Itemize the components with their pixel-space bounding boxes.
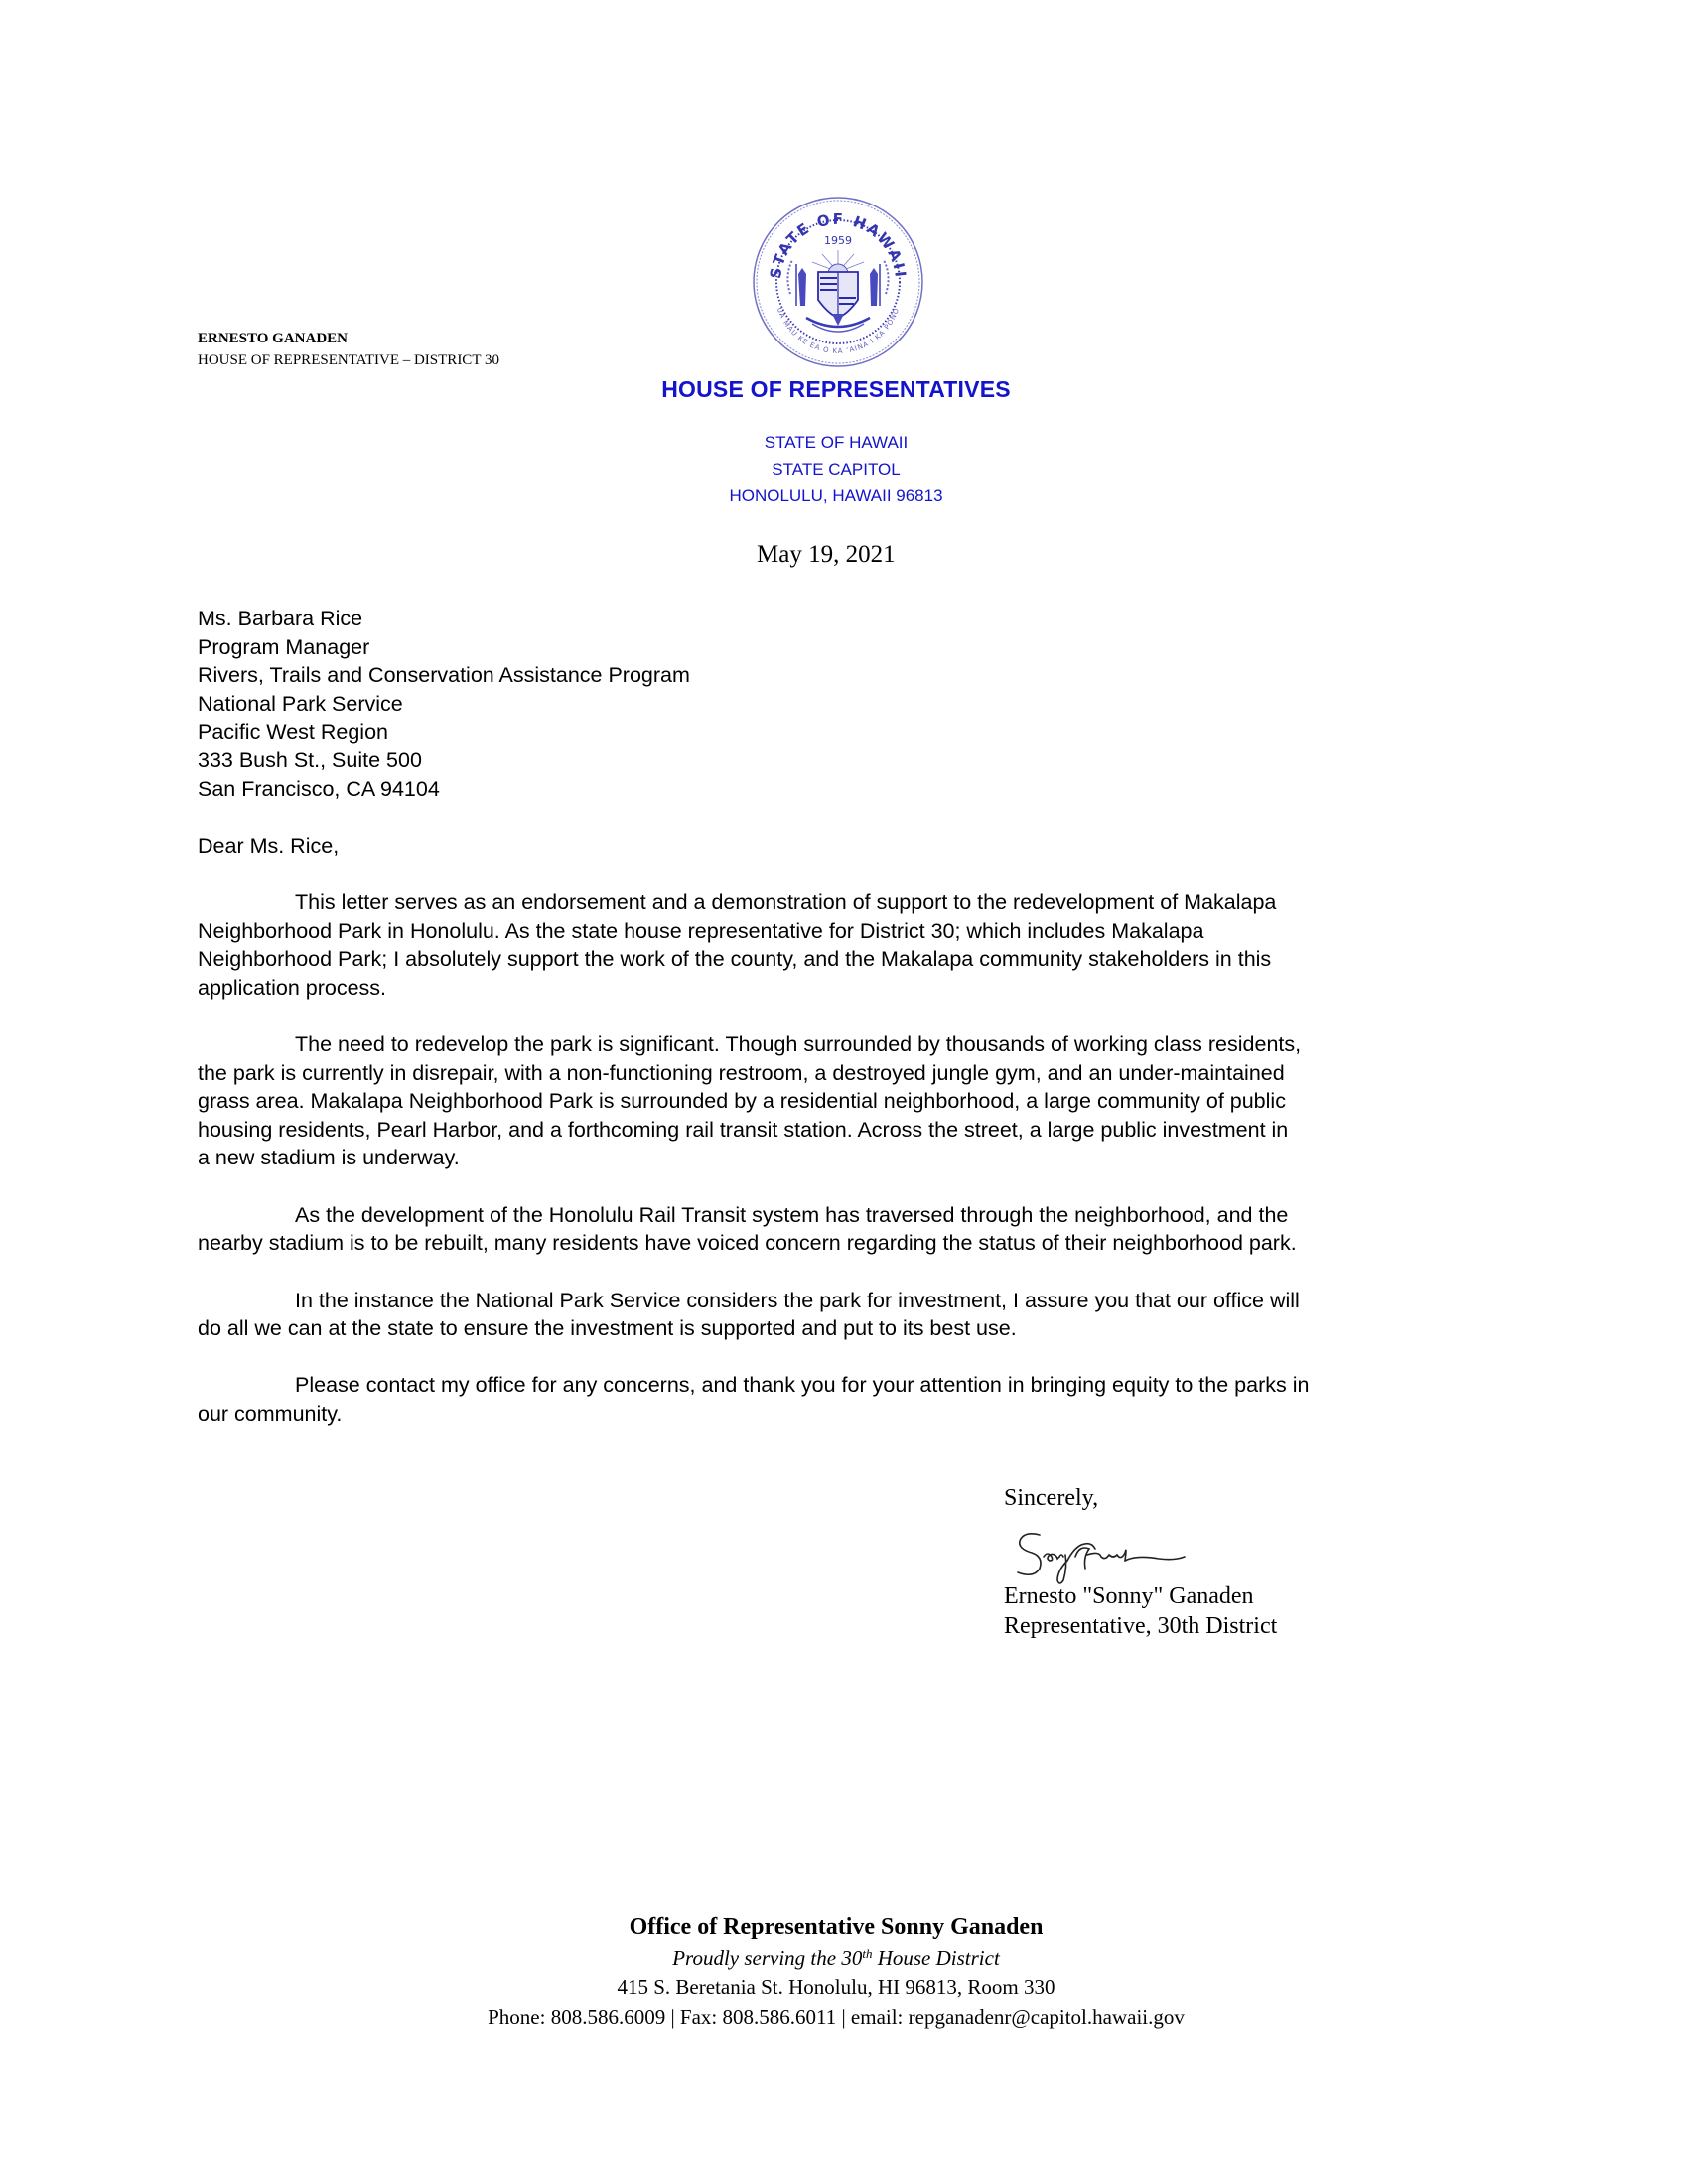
- footer-tagline-ordinal: th: [862, 1946, 873, 1961]
- paragraph-line: Please contact my office for any concerns, and thank you for your attention in bringing equity to the parks in: [295, 1373, 1310, 1397]
- footer-office-title: Office of Representative Sonny Ganaden: [629, 1914, 1044, 1940]
- footer-address: 415 S. Beretania St. Honolulu, HI 96813, Room 330: [617, 1976, 1055, 1999]
- footer-tagline-suffix: House District: [872, 1946, 1000, 1970]
- paragraph-line: Neighborhood Park; I absolutely support the work of the county, and the Makalapa community stakeholders in this: [198, 947, 1272, 971]
- seal-top-text: STATE OF HAWAII: [766, 209, 910, 280]
- handwritten-signature-icon: [1010, 1527, 1189, 1588]
- recipient-line: San Francisco, CA 94104: [198, 777, 440, 801]
- paragraph-line: housing residents, Pearl Harbor, and a forthcoming rail transit station. Across the street, a large public investment in: [198, 1118, 1289, 1142]
- seal-year: 1959: [824, 234, 852, 247]
- paragraph-line: This letter serves as an endorsement and a demonstration of support to the redevelopment of Makalapa: [295, 890, 1277, 914]
- closing: Sincerely,: [1004, 1485, 1099, 1511]
- paragraph-line: The need to redevelop the park is significant. Though surrounded by thousands of working class residents,: [295, 1032, 1302, 1056]
- recipient-line: Pacific West Region: [198, 720, 388, 744]
- recipient-line: Program Manager: [198, 635, 370, 659]
- paragraph-line: In the instance the National Park Service considers the park for investment, I assure you that our office will: [295, 1289, 1300, 1312]
- paragraph-line: As the development of the Honolulu Rail Transit system has traversed through the neighborhood, and the: [295, 1203, 1289, 1227]
- seal-motto-text: UA MAU KE EA O KA ʻAINA I KA PONO: [774, 306, 902, 356]
- paragraph-line: do all we can at the state to ensure the investment is supported and put to its best use.: [198, 1316, 1017, 1340]
- paragraph-line: a new stadium is underway.: [198, 1146, 460, 1169]
- paragraph-line: our community.: [198, 1402, 343, 1426]
- letterhead-title: HOUSE OF REPRESENTATIVES: [661, 376, 1011, 402]
- paragraph-line: Neighborhood Park in Honolulu. As the state house representative for District 30; which includes Makalapa: [198, 919, 1204, 943]
- footer-contact-info: Phone: 808.586.6009 | Fax: 808.586.6011 | email: repganadenr@capitol.hawaii.gov: [488, 2005, 1185, 2029]
- footer-tagline-prefix: Proudly serving the 30: [672, 1946, 863, 1970]
- state-of-hawaii-seal-icon: [751, 195, 925, 369]
- recipient-line: Rivers, Trails and Conservation Assistance Program: [198, 663, 690, 687]
- paragraph-line: nearby stadium is to be rebuilt, many residents have voiced concern regarding the status of their neighborhood park.: [198, 1231, 1297, 1255]
- letter-date: May 19, 2021: [757, 541, 896, 568]
- paragraph-line: application process.: [198, 976, 387, 1000]
- letterhead-address-line: HONOLULU, HAWAII 96813: [729, 486, 943, 505]
- recipient-name: Ms. Barbara Rice: [198, 607, 363, 630]
- salutation: Dear Ms. Rice,: [198, 834, 340, 858]
- representative-name: ERNESTO GANADEN: [198, 331, 349, 346]
- recipient-line: National Park Service: [198, 692, 403, 716]
- footer-tagline: [0, 1946, 1680, 1971]
- paragraph-line: the park is currently in disrepair, with a non-functioning restroom, a destroyed jungle gym, and an under-maintained: [198, 1061, 1285, 1085]
- recipient-line: 333 Bush St., Suite 500: [198, 749, 422, 772]
- letterhead-address-line: STATE OF HAWAII: [764, 433, 909, 452]
- representative-title: HOUSE OF REPRESENTATIVE – DISTRICT 30: [198, 352, 499, 368]
- paragraph-line: grass area. Makalapa Neighborhood Park is surrounded by a residential neighborhood, a large community of public: [198, 1089, 1286, 1113]
- signer-title: Representative, 30th District: [1004, 1613, 1278, 1639]
- letterhead-address-line: STATE CAPITOL: [772, 460, 901, 478]
- signer-name: Ernesto "Sonny" Ganaden: [1004, 1583, 1254, 1609]
